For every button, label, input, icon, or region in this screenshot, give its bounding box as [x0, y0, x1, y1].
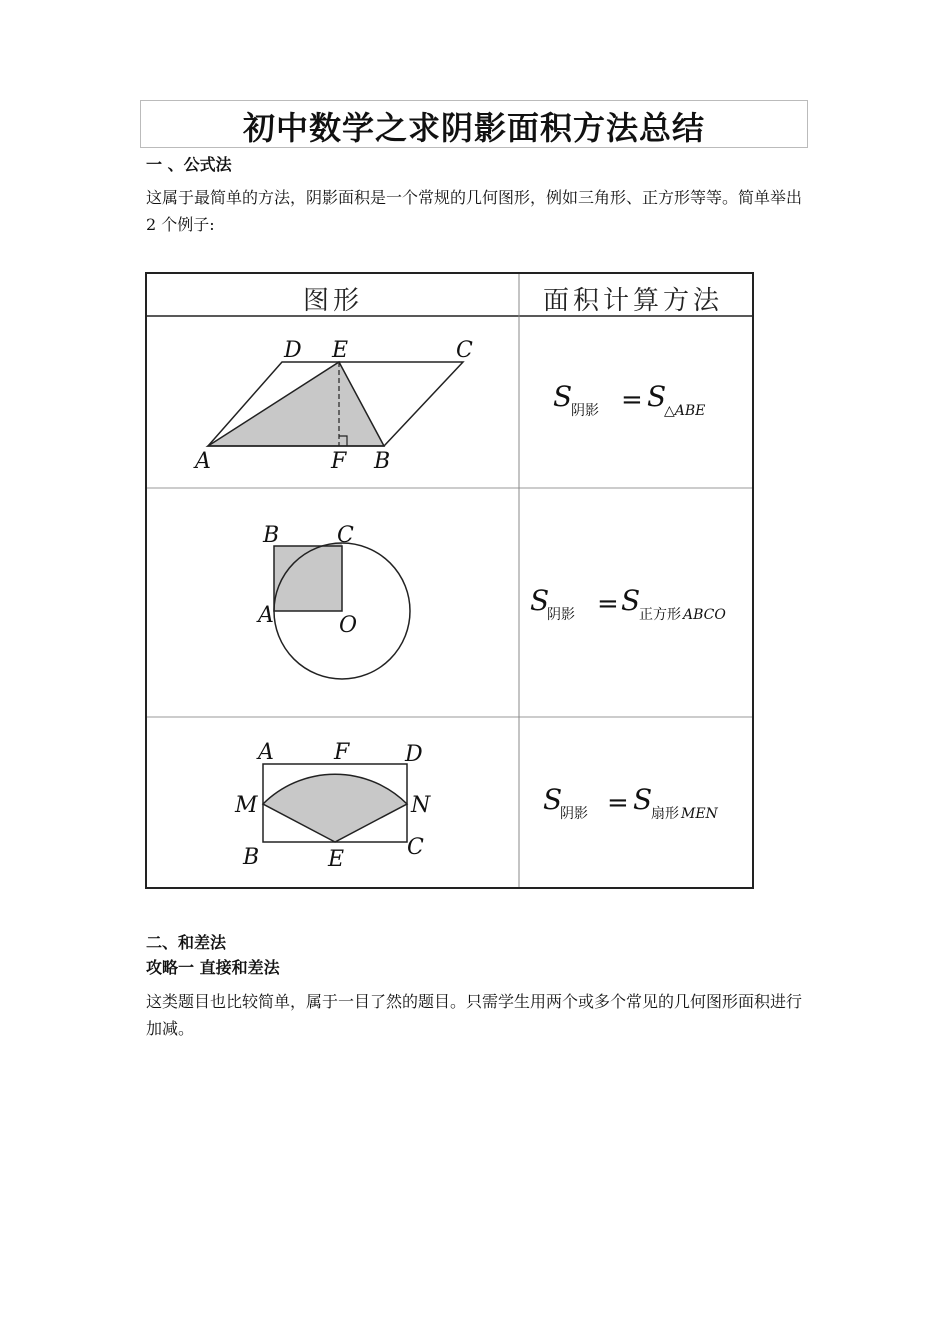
label-N: N [411, 793, 431, 818]
formula-2-s: S [530, 584, 550, 617]
formula-3 [543, 783, 719, 822]
label-E: E [332, 338, 349, 363]
section2-heading: 二、和差法 [146, 933, 227, 952]
formula-1-s2: S [647, 380, 667, 413]
formula-3-eq: = [607, 788, 629, 818]
formula-2-s2: S [621, 584, 641, 617]
label-F: F [331, 449, 347, 474]
formula-1-s: S [553, 380, 573, 413]
formula-2-sub-right: ABCO [683, 607, 726, 623]
label-B: B [374, 449, 391, 474]
section2-subheading: 攻略一 直接和差法 [146, 958, 280, 977]
header-method: 面积计算方法 [543, 286, 724, 316]
label-C: C [456, 338, 473, 363]
label-A: A [258, 603, 274, 628]
formula-2 [530, 584, 726, 623]
formula-3-sub-right: MEN [681, 806, 718, 822]
header-figure: 图形 [303, 286, 364, 316]
formula-1 [553, 380, 705, 419]
section2-paragraph: 这类题目也比较简单，属于一目了然的题目。只需学生用两个或多个常见的几何图形面积进行加减。 [146, 992, 803, 1038]
formula-1-sub-left: 阴影 [571, 403, 599, 419]
label-O: O [339, 613, 358, 638]
formula-3-s: S [543, 783, 563, 816]
label-C: C [337, 523, 354, 548]
label-E: E [328, 847, 345, 872]
area-method-table [145, 272, 754, 889]
page-title: 初中数学之求阴影面积方法总结 [242, 109, 705, 147]
label-C: C [407, 835, 424, 860]
formula-1-eq: = [621, 385, 643, 415]
label-F: F [334, 740, 350, 765]
formula-1-sub-right: △ABE [664, 403, 706, 419]
formula-2-eq: = [597, 589, 619, 619]
section1-heading: 一 、公式法 [146, 155, 232, 174]
figure-parallelogram [193, 338, 473, 474]
formula-3-sub-left: 阴影 [560, 806, 588, 822]
label-D: D [405, 742, 423, 767]
figure-sector [234, 740, 431, 872]
label-A: A [195, 449, 211, 474]
label-B: B [263, 523, 280, 548]
section1-paragraph: 这属于最简单的方法，阴影面积是一个常规的几何图形，例如三角形、正方形等等。简单举出 2 个例子: [146, 188, 803, 234]
formula-2-sub-left: 阴影 [547, 607, 575, 623]
formula-2-sub-cn: 正方形 [639, 607, 681, 623]
table-figures [147, 274, 752, 887]
formula-3-sub-cn: 扇形 [651, 806, 679, 822]
label-M: M [235, 793, 258, 818]
formula-3-s2: S [633, 783, 653, 816]
label-B: B [243, 845, 260, 870]
figure-square-circle [256, 523, 410, 679]
title-box [140, 100, 808, 148]
label-D: D [284, 338, 302, 363]
label-A: A [258, 740, 274, 765]
